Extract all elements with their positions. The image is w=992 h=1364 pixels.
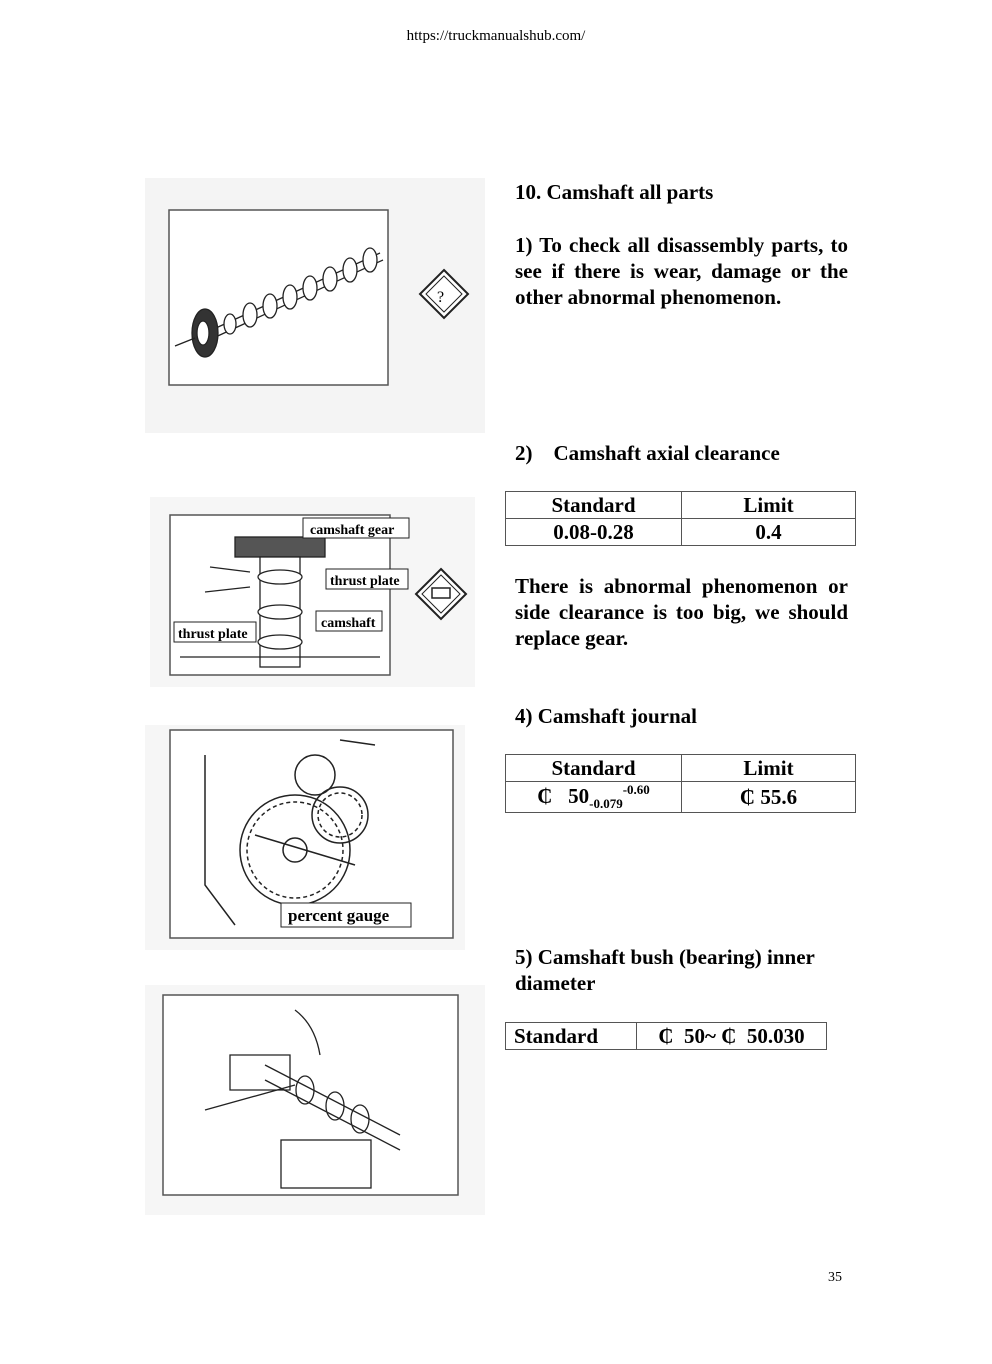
bush-value: ₵ 50~ ₵ 50.030 — [637, 1023, 827, 1050]
thrust-plate-label-bottom — [174, 622, 256, 642]
journal-standard-base: 50 — [568, 784, 590, 808]
page-number: 35 — [828, 1270, 842, 1285]
table-cell-limit: 0.4 — [682, 519, 856, 546]
camshaft-gear-label — [303, 518, 409, 538]
journal-cell-limit: ₵ 55.6 — [682, 782, 856, 813]
section-title: 10. Camshaft all parts — [515, 180, 714, 204]
figure-percent-gauge — [145, 725, 465, 950]
thrust-plate-text-top: thrust plate — [330, 574, 400, 589]
figure-bush-diameter — [145, 985, 485, 1215]
bush-label: Standard — [506, 1023, 637, 1050]
thrust-plate-label-top — [326, 569, 408, 589]
camshaft-label — [316, 611, 382, 631]
camshaft-gear-text: camshaft gear — [310, 523, 395, 538]
table-cell-standard: 0.08-0.28 — [506, 519, 682, 546]
bush-table — [505, 1022, 827, 1050]
table-header-standard: Standard — [506, 492, 682, 519]
journal-standard-sup: -0.60 — [622, 782, 650, 797]
diameter-symbol: ₵ — [537, 784, 553, 808]
figure-camshaft-parts — [145, 178, 485, 433]
journal-header-standard: Standard — [506, 755, 682, 782]
svg-text:?: ? — [437, 289, 445, 306]
journal-table — [505, 754, 856, 813]
axial-clearance-table — [505, 491, 856, 546]
journal-standard-sub: -0.079 — [589, 796, 623, 811]
percent-gauge-text: percent gauge — [288, 906, 390, 925]
step2-title: 2) Camshaft axial clearance — [515, 441, 780, 465]
journal-cell-standard — [506, 782, 682, 813]
thrust-plate-text-bottom: thrust plate — [178, 627, 248, 642]
journal-header-limit: Limit — [682, 755, 856, 782]
camshaft-text: camshaft — [321, 616, 376, 631]
step4-title: 4) Camshaft journal — [515, 704, 697, 728]
step2-note: There is abnormal phenomenon or side clearance is too big, we should replace gear. — [515, 574, 848, 650]
step5-title: 5) Camshaft bush (bearing) inner diameter — [515, 945, 815, 995]
header-url: https://truckmanualshub.com/ — [406, 28, 586, 44]
step1-text: 1) To check all disassembly parts, to see if there is wear, damage or the other abnormal phenomenon. — [515, 233, 848, 309]
figure-axial-clearance — [150, 497, 475, 687]
percent-gauge-label — [281, 903, 411, 927]
table-header-limit: Limit — [682, 492, 856, 519]
